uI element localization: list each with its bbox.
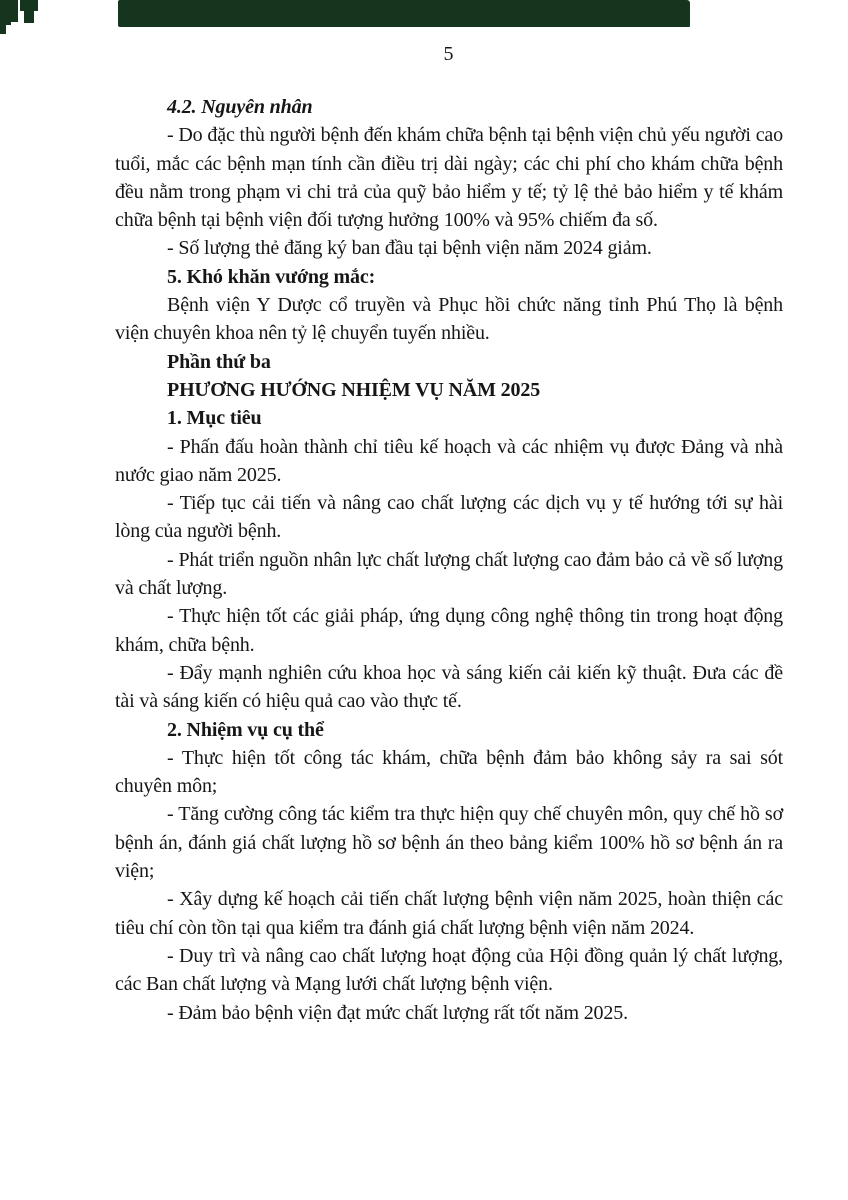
scan-artifact	[24, 0, 34, 23]
paragraph: - Do đặc thù người bệnh đến khám chữa bệnh tại bệnh viện chủ yếu người cao tuổi, mắc các bệnh mạn tính cần điều trị dài ngày; các chi phí cho khám chữa bệnh đều nằm trong phạm vi chi trả của quỹ bảo hiểm y tế; tỷ lệ thẻ bảo hiểm y tế khám chữa bệnh tại bệnh viện đối tượng hưởng 100% và 95% chiếm đa số.	[115, 124, 783, 232]
document-content	[115, 93, 783, 1027]
paragraph: Bệnh viện Y Dược cổ truyền và Phục hồi chức năng tỉnh Phú Thọ là bệnh viện chuyên khoa nên tỷ lệ chuyển tuyến nhiều.	[115, 294, 783, 345]
page-number: 5	[443, 43, 454, 65]
section-heading-cause: 4.2. Nguyên nhân	[167, 96, 313, 118]
paragraph: - Phát triển nguồn nhân lực chất lượng chất lượng cao đảm bảo cả về số lượng và chất lượng.	[115, 548, 783, 600]
part-title-line2: PHƯƠNG HƯỚNG NHIỆM VỤ NĂM 2025	[167, 378, 541, 401]
paragraph: - Đảm bảo bệnh viện đạt mức chất lượng rất tốt năm 2025.	[167, 1001, 628, 1024]
paragraph: - Số lượng thẻ đăng ký ban đầu tại bệnh viện năm 2024 giảm.	[167, 237, 652, 260]
paragraph: - Duy trì và nâng cao chất lượng hoạt động của Hội đồng quản lý chất lượng, các Ban chất lượng và Mạng lưới chất lượng bệnh viện.	[115, 944, 783, 996]
paragraph: - Xây dựng kế hoạch cải tiến chất lượng bệnh viện năm 2025, hoàn thiện các tiêu chí còn tồn tại qua kiểm tra đánh giá chất lượng bệnh viện năm 2024.	[115, 888, 783, 939]
paragraph: - Tiếp tục cải tiến và nâng cao chất lượng các dịch vụ y tế hướng tới sự hài lòng của người bệnh.	[115, 492, 783, 543]
paragraph: - Thực hiện tốt công tác khám, chữa bệnh đảm bảo không sảy ra sai sót chuyên môn;	[115, 746, 783, 798]
part-title-line1: Phần thứ ba	[167, 350, 271, 373]
section-heading-objectives: 1. Mục tiêu	[167, 407, 262, 430]
scan-artifact	[0, 0, 7, 8]
paragraph: - Tăng cường công tác kiểm tra thực hiện quy chế chuyên môn, quy chế hồ sơ bệnh án, đánh giá chất lượng hồ sơ bệnh án theo bảng kiểm 100% hồ sơ bệnh án ra viện;	[115, 803, 783, 883]
paragraph: - Phấn đấu hoàn thành chỉ tiêu kế hoạch và các nhiệm vụ được Đảng và nhà nước giao năm 2025.	[115, 435, 783, 486]
paragraph: - Thực hiện tốt các giải pháp, ứng dụng công nghệ thông tin trong hoạt động khám, chữa bệnh.	[115, 605, 783, 656]
section-heading-difficulties: 5. Khó khăn vướng mắc:	[167, 265, 376, 288]
paragraph: - Đẩy mạnh nghiên cứu khoa học và sáng kiến cải kiến kỹ thuật. Đưa các đề tài và sáng kiến có hiệu quả cao vào thực tế.	[115, 661, 783, 713]
section-heading-tasks: 2. Nhiệm vụ cụ thể	[167, 718, 324, 741]
scan-artifact-bottom-bar	[118, 0, 690, 27]
